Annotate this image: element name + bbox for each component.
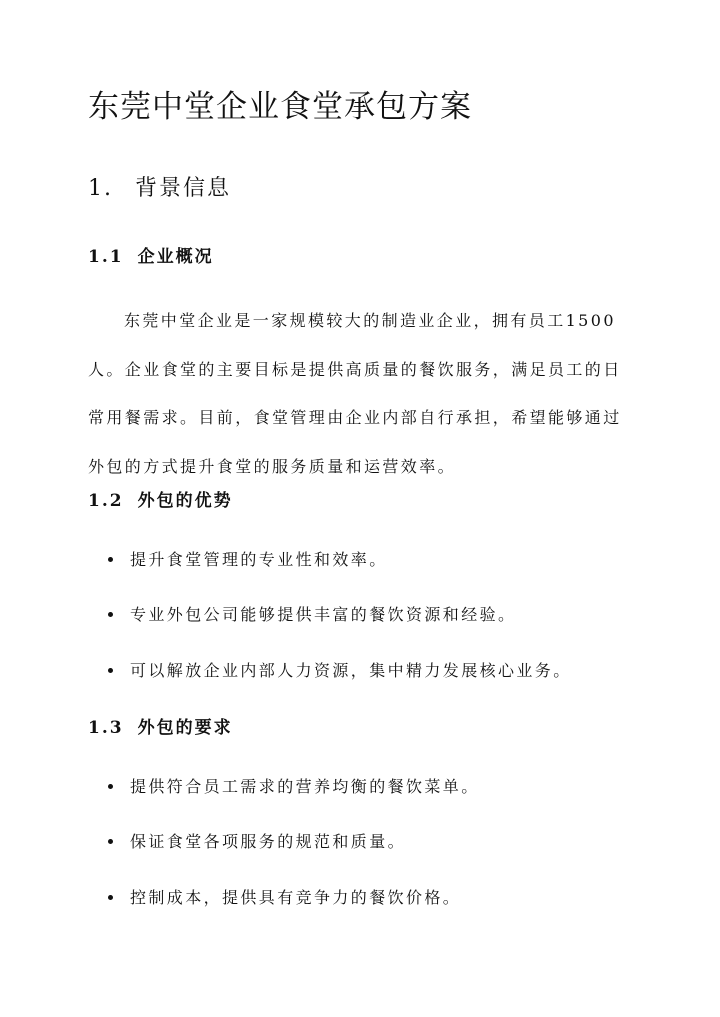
subsection-heading-advantages xyxy=(88,489,233,513)
section-heading-background xyxy=(88,174,231,204)
subsection-heading-overview xyxy=(88,245,214,269)
paragraph-line: 常用餐需求。目前，食堂管理由企业内部自行承担，希望能够通过 xyxy=(88,408,622,427)
section-number: 1. xyxy=(88,176,113,201)
paragraph-line: 外包的方式提升食堂的服务质量和运营效率。 xyxy=(88,456,457,476)
bullet-dot-icon xyxy=(108,612,113,617)
paragraph-line: 东莞中堂企业是一家规模较大的制造业企业，拥有员工1500 xyxy=(124,311,616,330)
bullet-item xyxy=(108,886,461,910)
bullet-text: 提供符合员工需求的营养均衡的餐饮菜单。 xyxy=(130,777,480,796)
subsection-heading-requirements xyxy=(88,716,233,740)
bullet-text: 控制成本，提供具有竞争力的餐饮价格。 xyxy=(130,888,462,907)
bullet-dot-icon xyxy=(108,557,113,562)
bullet-item xyxy=(108,775,480,799)
bullet-text: 专业外包公司能够提供丰富的餐饮资源和经验。 xyxy=(130,605,517,624)
paragraph-line: 人。企业食堂的主要目标是提供高质量的餐饮服务，满足员工的日 xyxy=(88,359,622,379)
bullet-text: 可以解放企业内部人力资源，集中精力发展核心业务。 xyxy=(130,661,572,680)
bullet-item xyxy=(108,830,406,854)
bullet-dot-icon xyxy=(108,839,113,844)
bullet-dot-icon xyxy=(108,784,113,789)
bullet-text: 保证食堂各项服务的规范和质量。 xyxy=(130,832,407,851)
subsection-title: 外包的优势 xyxy=(137,491,233,511)
bullet-dot-icon xyxy=(108,895,113,900)
bullet-item xyxy=(108,659,572,683)
bullet-item xyxy=(108,603,516,627)
bullet-item xyxy=(108,548,388,572)
subsection-number: 1.3 xyxy=(88,718,124,738)
subsection-number: 1.2 xyxy=(88,491,124,511)
overview-paragraph xyxy=(88,297,636,491)
bullet-dot-icon xyxy=(108,668,113,673)
section-title: 背景信息 xyxy=(135,176,232,201)
subsection-title: 企业概况 xyxy=(137,247,214,267)
subsection-title: 外包的要求 xyxy=(137,718,233,738)
bullet-text: 提升食堂管理的专业性和效率。 xyxy=(130,550,388,569)
document-title: 东莞中堂企业食堂承包方案 xyxy=(88,89,472,125)
subsection-number: 1.1 xyxy=(88,247,124,267)
